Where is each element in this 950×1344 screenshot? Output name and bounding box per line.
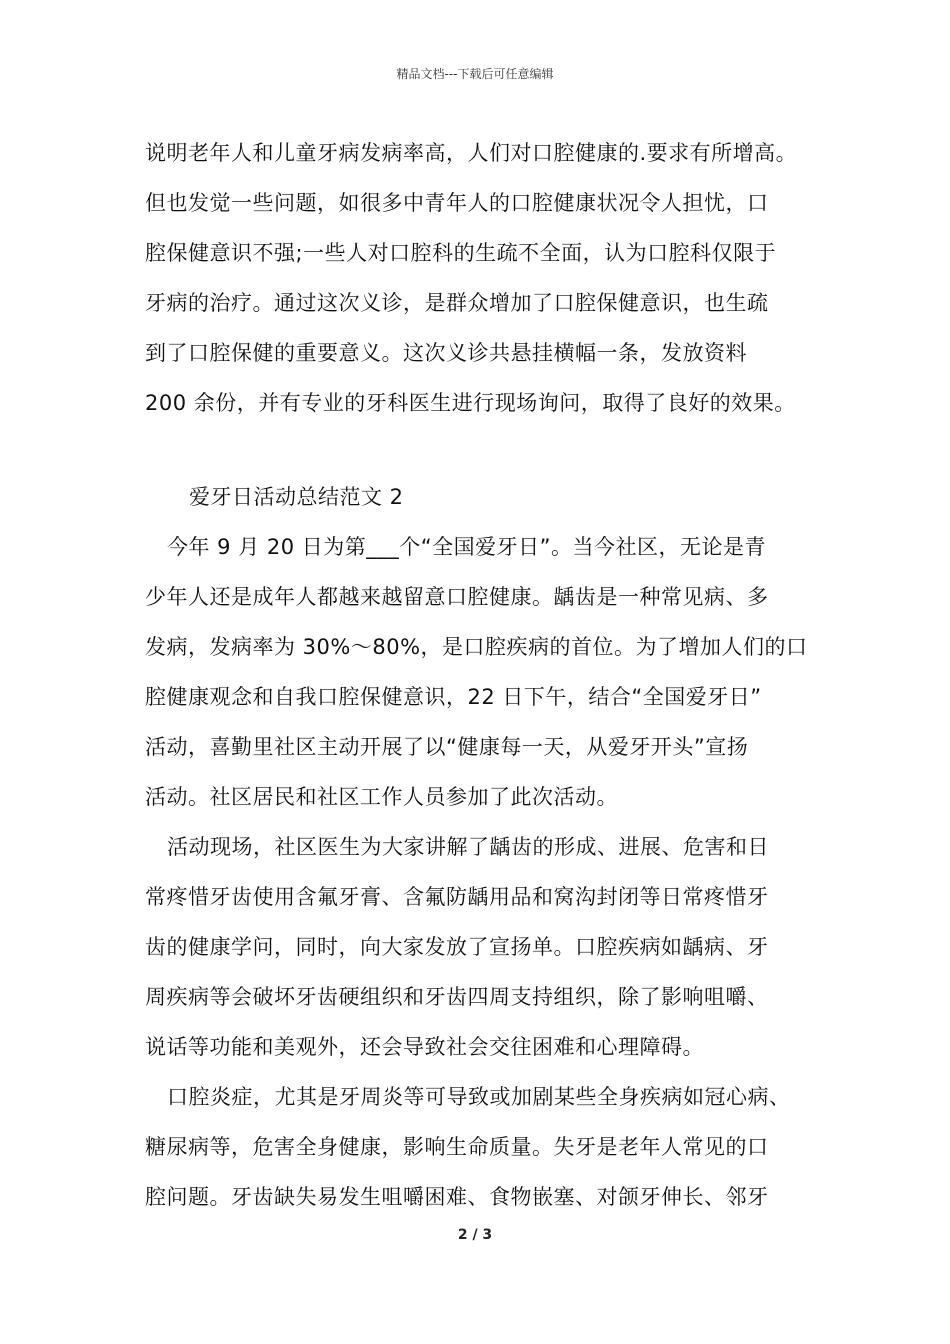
paragraph-3 <box>145 822 825 1072</box>
page-number: 2 / 3 <box>457 1227 493 1243</box>
section-title: 爱牙日活动总结范文 2 <box>189 485 404 509</box>
text-line: 活动。社区居民和社区工作人员参加了此次活动。 <box>145 785 618 809</box>
text-line: 活动现场，社区医生为大家讲解了龋齿的形成、进展、危害和日 <box>167 835 769 859</box>
section-spacer <box>145 428 825 472</box>
text-line: 牙病的治疗。通过这次义诊，是群众增加了口腔保健意识，也生疏 <box>145 291 769 315</box>
text-line: 糖尿病等，危害全身健康，影响生命质量。失牙是老年人常见的口 <box>145 1135 769 1159</box>
text-line: 腔健康观念和自我口腔保健意识，22 日下午，结合“全国爱牙日” <box>145 685 762 709</box>
text-line: 到了口腔保健的重要意义。这次义诊共悬挂横幅一条，发放资料 <box>145 341 747 365</box>
text-line: 口腔炎症，尤其是牙周炎等可导致或加剧某些全身疾病如冠心病、 <box>167 1085 791 1109</box>
paragraph-1 <box>145 128 825 428</box>
page-header: 精品文档---下载后可任意编辑 <box>396 67 554 81</box>
paragraph-2 <box>145 522 825 822</box>
text-line: 少年人还是成年人都越来越留意口腔健康。龋齿是一种常见病、多 <box>145 585 769 609</box>
text-line: 说明老年人和儿童牙病发病率高，人们对口腔健康的.要求有所增高。 <box>145 141 798 165</box>
text-line: 腔问题。牙齿缺失易发生咀嚼困难、食物嵌塞、对颌牙伸长、邻牙 <box>145 1185 769 1209</box>
text-line: 周疾病等会破坏牙齿硬组织和牙齿四周支持组织，除了影响咀嚼、 <box>145 985 769 1009</box>
text-line: 发病，发病率为 30%～80%，是口腔疾病的首位。为了增加人们的口 <box>145 635 808 659</box>
text-line: 今年 9 月 20 日为第___个“全国爱牙日”。当今社区，无论是青 <box>167 535 767 559</box>
text-line: 但也发觉一些问题，如很多中青年人的口腔健康状况令人担忧，口 <box>145 191 769 215</box>
document-body <box>145 128 825 1222</box>
text-line: 200 余份，并有专业的牙科医生进行现场询问，取得了良好的效果。 <box>145 391 796 415</box>
text-line: 说话等功能和美观外，还会导致社会交往困难和心理障碍。 <box>145 1035 704 1059</box>
text-line: 齿的健康学问，同时，向大家发放了宣扬单。口腔疾病如龋病、牙 <box>145 935 769 959</box>
text-line: 腔保健意识不强;一些人对口腔科的生疏不全面，认为口腔科仅限于 <box>145 241 777 265</box>
paragraph-4 <box>145 1072 825 1222</box>
text-line: 常疼惜牙齿使用含氟牙膏、含氟防龋用品和窝沟封闭等日常疼惜牙 <box>145 885 769 909</box>
text-line: 活动，喜勤里社区主动开展了以“健康每一天，从爱牙开头”宣扬 <box>145 735 749 759</box>
